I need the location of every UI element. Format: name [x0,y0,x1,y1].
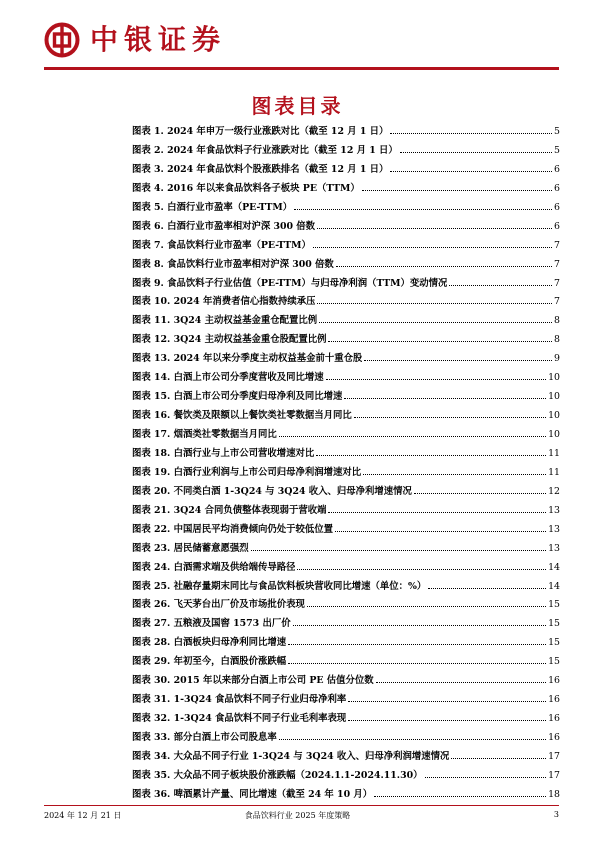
toc-entry-page: 7 [554,296,560,308]
toc-entry-page: 16 [548,713,560,725]
toc-entry[interactable] [132,767,560,786]
toc-entry[interactable] [132,293,560,312]
toc-entry[interactable] [132,256,560,275]
toc-entry-page: 12 [548,485,560,497]
toc-entry-page: 13 [548,542,560,554]
toc-entry[interactable] [132,218,560,237]
toc-entry-label: 图表 25. 社融存量期末同比与食品饮料板块营收同比增速（单位：%） [132,580,427,592]
toc-entry-label: 图表 19. 白酒行业利润与上市公司归母净利润增速对比 [132,466,362,478]
toc-entry-label: 图表 10. 2024 年消费者信心指数持续承压 [132,296,316,308]
toc-leader-dots [328,512,546,513]
toc-entry-label: 图表 22. 中国居民平均消费倾向仍处于较低位置 [132,523,333,535]
toc-entry-label: 图表 15. 白酒上市公司分季度归母净利及同比增速 [132,391,343,403]
toc-entry[interactable] [132,672,560,691]
brand-name: 中银证券 [90,23,227,56]
toc-leader-dots [317,228,552,229]
toc-entry[interactable] [132,180,560,199]
toc-leader-dots [348,720,546,721]
toc-leader-dots [451,758,546,759]
toc-entry-page: 11 [548,447,560,459]
toc-entry-label: 图表 20. 不同类白酒 1-3Q24 与 3Q24 收入、归母净利增速情况 [132,485,412,497]
header-divider [44,67,559,70]
toc-entry-label: 图表 28. 白酒板块归母净利同比增速 [132,637,287,649]
toc-entry-page: 17 [548,769,560,781]
toc-leader-dots [400,152,552,153]
toc-entry-label: 图表 16. 餐饮类及限额以上餐饮类社零数据当月同比 [132,410,352,422]
toc-entry[interactable] [132,407,560,426]
toc-entry[interactable] [132,199,560,218]
toc-entry[interactable] [132,237,560,256]
toc-entry[interactable] [132,350,560,369]
toc-entry[interactable] [132,596,560,615]
toc-entry-page: 14 [548,580,560,592]
toc-entry[interactable] [132,634,560,653]
toc-leader-dots [449,285,552,286]
toc-leader-dots [307,606,546,607]
toc-entry-label: 图表 3. 2024 年食品饮料个股涨跌排名（截至 12 月 1 日） [132,163,389,175]
toc-leader-dots [390,133,552,134]
toc-entry[interactable] [132,142,560,161]
page-number: 3 [553,810,559,819]
toc-entry-page: 6 [554,220,560,232]
toc-entry-page: 6 [554,201,560,213]
toc-entry[interactable] [132,691,560,710]
toc-entry-label: 图表 24. 白酒需求端及供给端传导路径 [132,561,296,573]
toc-entry-label: 图表 11. 3Q24 主动权益基金重仓配置比例 [132,315,318,327]
toc-entry-label: 图表 4. 2016 年以来食品饮料各子板块 PE（TTM） [132,182,360,194]
toc-leader-dots [297,569,546,570]
toc-entry-label: 图表 6. 白酒行业市盈率相对沪深 300 倍数 [132,220,316,232]
toc-entry[interactable] [132,502,560,521]
toc-entry-page: 17 [548,750,560,762]
toc-entry[interactable] [132,275,560,294]
toc-leader-dots [362,190,552,191]
toc-entry-page: 8 [554,334,560,346]
toc-entry-page: 5 [554,126,560,137]
toc-entry-label: 图表 23. 居民储蓄意愿强烈 [132,542,249,554]
toc-entry-page: 10 [548,391,560,403]
toc-entry-label: 图表 14. 白酒上市公司分季度营收及同比增速 [132,372,324,384]
toc-entry-page: 13 [548,504,560,516]
toc-entry-label: 图表 9. 食品饮料子行业估值（PE-TTM）与归母净利润（TTM）变动情况 [132,277,448,289]
toc-leader-dots [364,360,552,361]
toc-entry[interactable] [132,123,560,142]
toc-entry[interactable] [132,426,560,445]
toc-entry[interactable] [132,786,560,805]
toc-leader-dots [279,739,546,740]
toc-entry-label: 图表 33. 部分白酒上市公司股息率 [132,732,277,743]
toc-leader-dots [354,417,546,418]
toc-leader-dots [288,644,546,645]
footer-title: 食品饮料行业 2025 年度策略 [244,811,351,820]
toc-entry-page: 10 [548,372,560,384]
toc-entry-label: 图表 26. 飞天茅台出厂价及市场批价表现 [132,599,305,611]
toc-leader-dots [363,474,546,475]
toc-entry-label: 图表 31. 1-3Q24 食品饮料不同子行业归母净利率 [132,694,347,706]
toc-entry-label: 图表 27. 五粮液及国窖 1573 出厂价 [132,618,291,630]
toc-entry-page: 14 [548,561,560,573]
toc-entry-label: 图表 21. 3Q24 合同负债整体表现弱于营收端 [132,504,327,516]
toc-entry[interactable] [132,445,560,464]
toc-leader-dots [335,531,546,532]
toc-entry[interactable] [132,161,560,180]
toc-entry-label: 图表 29. 年初至今，白酒股价涨跌幅 [132,656,287,668]
toc-entry-label: 图表 34. 大众品不同子行业 1-3Q24 与 3Q24 收入、归母净利润增速情况 [132,750,450,762]
toc-leader-dots [328,341,552,342]
toc-entry[interactable] [132,748,560,767]
toc-leader-dots [425,777,547,778]
toc-entry-page: 15 [548,599,560,611]
toc-entry-label: 图表 8. 食品饮料行业市盈率相对沪深 300 倍数 [132,258,334,270]
toc-entry[interactable] [132,483,560,502]
bank-of-china-logo-icon [44,22,80,58]
page-header [44,20,554,68]
footer-divider [44,805,559,806]
toc-entry-label: 图表 5. 白酒行业市盈率（PE-TTM） [132,201,293,213]
toc-entry-page: 5 [554,144,560,156]
toc-leader-dots [390,171,552,172]
toc-leader-dots [374,796,546,797]
toc-entry-page: 7 [554,258,560,270]
toc-entry-label: 图表 17. 烟酒类社零数据当月同比 [132,429,277,440]
toc-entry-page: 6 [554,182,560,194]
toc-entry-label: 图表 7. 食品饮料行业市盈率（PE-TTM） [132,239,311,251]
toc-leader-dots [376,682,546,683]
toc-entry-page: 11 [548,466,560,478]
toc-entry-page: 6 [554,163,560,175]
toc-leader-dots [326,379,546,380]
toc-leader-dots [279,436,546,437]
toc-entry[interactable] [132,578,560,597]
toc-entry[interactable] [132,653,560,672]
toc-entry-page: 7 [554,277,560,289]
toc-title: 图表目录 [251,94,344,118]
toc-entry[interactable] [132,464,560,483]
toc-entry-page: 15 [548,637,560,649]
toc-leader-dots [317,303,552,304]
toc-leader-dots [414,493,546,494]
toc-entry[interactable] [132,710,560,729]
toc-entry-page: 13 [548,523,560,535]
toc-leader-dots [288,663,546,664]
toc-entry-page: 16 [548,732,560,743]
toc-entry-page: 10 [548,429,560,440]
toc-entry-page: 7 [554,239,560,251]
toc-entry-page: 18 [548,788,560,800]
toc-entry-page: 10 [548,410,560,422]
toc-leader-dots [319,322,552,323]
toc-entry-label: 图表 36. 啤酒累计产量、同比增速（截至 24 年 10 月） [132,788,373,800]
toc-entry[interactable] [132,312,560,331]
toc-entry-page: 8 [554,315,560,327]
toc-entry-page: 15 [548,618,560,630]
toc-entry-label: 图表 32. 1-3Q24 食品饮料不同子行业毛利率表现 [132,713,347,725]
toc-leader-dots [294,209,552,210]
toc-entry-label: 图表 35. 大众品不同子板块股价涨跌幅（2024.1.1-2024.11.30） [132,769,423,781]
toc-leader-dots [348,701,546,702]
toc-entry[interactable] [132,521,560,540]
toc-entry[interactable] [132,331,560,350]
toc-leader-dots [428,588,546,589]
toc-entry-page: 9 [554,353,560,365]
footer-date: 2024 年 12 月 21 日 [44,811,122,820]
toc-entry-label: 图表 2. 2024 年食品饮料子行业涨跌对比（截至 12 月 1 日） [132,144,398,156]
toc-entry[interactable] [132,388,560,407]
toc-leader-dots [313,247,552,248]
toc-entry[interactable] [132,540,560,559]
toc-entry-page: 16 [548,694,560,706]
toc-leader-dots [316,455,546,456]
toc-leader-dots [336,266,552,267]
toc-entry-label: 图表 1. 2024 年申万一级行业涨跌对比（截至 12 月 1 日） [132,126,389,137]
toc-entry[interactable] [132,729,560,748]
toc-entry[interactable] [132,615,560,634]
toc-entry[interactable] [132,369,560,388]
toc-leader-dots [251,550,546,551]
toc-leader-dots [293,625,546,626]
toc-entry-label: 图表 13. 2024 年以来分季度主动权益基金前十重仓股 [132,353,363,365]
toc-entry-page: 16 [548,675,560,687]
toc-entry-label: 图表 30. 2015 年以来部分白酒上市公司 PE 估值分位数 [132,675,374,687]
toc-leader-dots [344,398,546,399]
toc-entry-page: 15 [548,656,560,668]
toc-entry-label: 图表 18. 白酒行业与上市公司营收增速对比 [132,447,315,459]
toc-entry[interactable] [132,559,560,578]
toc-entry-label: 图表 12. 3Q24 主动权益基金重仓股配置比例 [132,334,327,346]
toc-list [132,123,560,805]
